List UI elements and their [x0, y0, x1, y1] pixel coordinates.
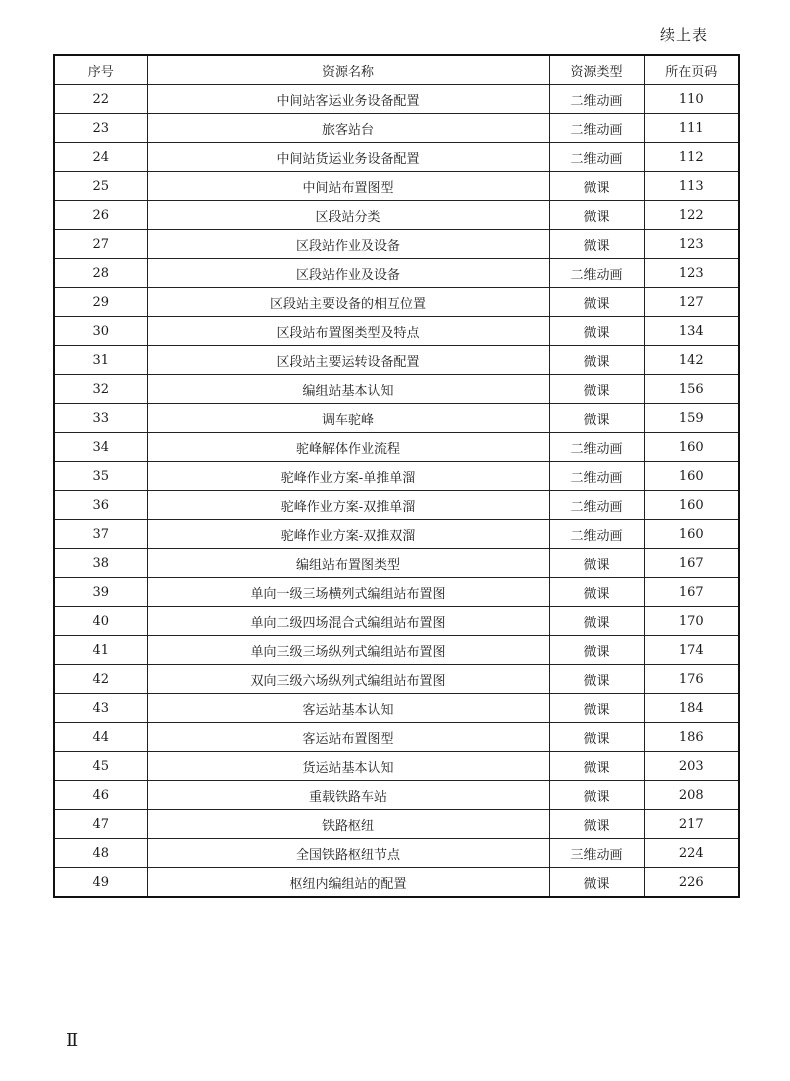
resource-name-cell: 区段站作业及设备: [147, 230, 549, 259]
resource-name-cell: 区段站主要运转设备配置: [147, 346, 549, 375]
row-number-cell: 39: [54, 578, 147, 607]
resource-type-cell: 微课: [549, 317, 644, 346]
resource-type-cell: 微课: [549, 607, 644, 636]
table-row: [54, 375, 739, 404]
row-number-cell: 48: [54, 839, 147, 868]
resource-table: [53, 54, 740, 898]
table-row: [54, 723, 739, 752]
row-number-cell: 31: [54, 346, 147, 375]
resource-name-cell: 区段站主要设备的相互位置: [147, 288, 549, 317]
table-row: [54, 201, 739, 230]
resource-type-cell: 二维动画: [549, 433, 644, 462]
page-number-cell: 160: [644, 433, 739, 462]
table-row: [54, 810, 739, 839]
table-row: [54, 259, 739, 288]
row-number-cell: 38: [54, 549, 147, 578]
table-row: [54, 114, 739, 143]
row-number-cell: 46: [54, 781, 147, 810]
resource-name-cell: 单向一级三场横列式编组站布置图: [147, 578, 549, 607]
table-row: [54, 172, 739, 201]
page-number-cell: 217: [644, 810, 739, 839]
column-header-type: 资源类型: [549, 55, 644, 85]
row-number-cell: 41: [54, 636, 147, 665]
table-row: [54, 665, 739, 694]
table-header-row: [54, 55, 739, 85]
resource-type-cell: 二维动画: [549, 462, 644, 491]
page-number-cell: 160: [644, 491, 739, 520]
resource-name-cell: 枢纽内编组站的配置: [147, 868, 549, 898]
page-number-cell: 110: [644, 85, 739, 114]
row-number-cell: 43: [54, 694, 147, 723]
resource-name-cell: 驼峰作业方案-双推双溜: [147, 520, 549, 549]
page-number-cell: 134: [644, 317, 739, 346]
page-number-cell: 160: [644, 462, 739, 491]
resource-name-cell: 单向三级三场纵列式编组站布置图: [147, 636, 549, 665]
column-header-number: 序号: [54, 55, 147, 85]
resource-name-cell: 调车驼峰: [147, 404, 549, 433]
resource-type-cell: 微课: [549, 810, 644, 839]
resource-name-cell: 重载铁路车站: [147, 781, 549, 810]
row-number-cell: 29: [54, 288, 147, 317]
resource-type-cell: 微课: [549, 723, 644, 752]
page-number-cell: 127: [644, 288, 739, 317]
resource-type-cell: 微课: [549, 549, 644, 578]
page-number: Ⅱ: [66, 1030, 79, 1051]
resource-type-cell: 微课: [549, 201, 644, 230]
resource-type-cell: 微课: [549, 665, 644, 694]
table-row: [54, 781, 739, 810]
page-number-cell: 112: [644, 143, 739, 172]
resource-name-cell: 铁路枢纽: [147, 810, 549, 839]
table-row: [54, 143, 739, 172]
resource-type-cell: 微课: [549, 172, 644, 201]
row-number-cell: 44: [54, 723, 147, 752]
continued-label: 续上表: [659, 26, 708, 44]
page-number-cell: 174: [644, 636, 739, 665]
table-row: [54, 85, 739, 114]
resource-type-cell: 微课: [549, 752, 644, 781]
table-row: [54, 317, 739, 346]
page-number-cell: 159: [644, 404, 739, 433]
row-number-cell: 27: [54, 230, 147, 259]
table-row: [54, 578, 739, 607]
resource-type-cell: 微课: [549, 346, 644, 375]
page-number-cell: 224: [644, 839, 739, 868]
resource-type-cell: 微课: [549, 230, 644, 259]
resource-name-cell: 旅客站台: [147, 114, 549, 143]
row-number-cell: 42: [54, 665, 147, 694]
row-number-cell: 24: [54, 143, 147, 172]
resource-type-cell: 二维动画: [549, 259, 644, 288]
resource-type-cell: 二维动画: [549, 491, 644, 520]
row-number-cell: 25: [54, 172, 147, 201]
page-number-cell: 123: [644, 230, 739, 259]
row-number-cell: 26: [54, 201, 147, 230]
resource-name-cell: 客运站布置图型: [147, 723, 549, 752]
resource-type-cell: 微课: [549, 375, 644, 404]
table-row: [54, 752, 739, 781]
page-number-cell: 111: [644, 114, 739, 143]
resource-name-cell: 中间站客运业务设备配置: [147, 85, 549, 114]
page-number-cell: 203: [644, 752, 739, 781]
row-number-cell: 30: [54, 317, 147, 346]
table-row: [54, 549, 739, 578]
page-number-cell: 142: [644, 346, 739, 375]
page-number-cell: 186: [644, 723, 739, 752]
page-number-cell: 176: [644, 665, 739, 694]
table-row: [54, 346, 739, 375]
resource-name-cell: 货运站基本认知: [147, 752, 549, 781]
row-number-cell: 47: [54, 810, 147, 839]
table-row: [54, 839, 739, 868]
page-number-cell: 167: [644, 549, 739, 578]
row-number-cell: 23: [54, 114, 147, 143]
resource-type-cell: 微课: [549, 288, 644, 317]
row-number-cell: 36: [54, 491, 147, 520]
table-row: [54, 462, 739, 491]
resource-name-cell: 编组站基本认知: [147, 375, 549, 404]
resource-name-cell: 驼峰解体作业流程: [147, 433, 549, 462]
page-number-cell: 123: [644, 259, 739, 288]
table-row: [54, 607, 739, 636]
resource-name-cell: 驼峰作业方案-单推单溜: [147, 462, 549, 491]
table-row: [54, 230, 739, 259]
row-number-cell: 37: [54, 520, 147, 549]
resource-type-cell: 二维动画: [549, 114, 644, 143]
page-number-cell: 160: [644, 520, 739, 549]
row-number-cell: 32: [54, 375, 147, 404]
resource-type-cell: 三维动画: [549, 839, 644, 868]
resource-name-cell: 中间站货运业务设备配置: [147, 143, 549, 172]
page-number-cell: 113: [644, 172, 739, 201]
resource-name-cell: 区段站分类: [147, 201, 549, 230]
row-number-cell: 34: [54, 433, 147, 462]
resource-name-cell: 区段站作业及设备: [147, 259, 549, 288]
table-row: [54, 636, 739, 665]
resource-type-cell: 微课: [549, 694, 644, 723]
resource-name-cell: 编组站布置图类型: [147, 549, 549, 578]
resource-name-cell: 单向二级四场混合式编组站布置图: [147, 607, 549, 636]
page-number-cell: 226: [644, 868, 739, 898]
resource-type-cell: 二维动画: [549, 520, 644, 549]
page-number-cell: 208: [644, 781, 739, 810]
table-row: [54, 491, 739, 520]
resource-type-cell: 微课: [549, 781, 644, 810]
page-number-cell: 122: [644, 201, 739, 230]
resource-type-cell: 微课: [549, 578, 644, 607]
table-row: [54, 694, 739, 723]
row-number-cell: 40: [54, 607, 147, 636]
resource-type-cell: 二维动画: [549, 143, 644, 172]
column-header-name: 资源名称: [147, 55, 549, 85]
resource-name-cell: 区段站布置图类型及特点: [147, 317, 549, 346]
table-row: [54, 868, 739, 898]
column-header-page: 所在页码: [644, 55, 739, 85]
table-body: [54, 85, 739, 898]
table-row: [54, 404, 739, 433]
row-number-cell: 33: [54, 404, 147, 433]
row-number-cell: 49: [54, 868, 147, 898]
table-row: [54, 288, 739, 317]
resource-name-cell: 全国铁路枢纽节点: [147, 839, 549, 868]
resource-name-cell: 客运站基本认知: [147, 694, 549, 723]
table-row: [54, 433, 739, 462]
resource-type-cell: 微课: [549, 868, 644, 898]
page-number-cell: 184: [644, 694, 739, 723]
resource-type-cell: 二维动画: [549, 85, 644, 114]
page-number-cell: 170: [644, 607, 739, 636]
row-number-cell: 35: [54, 462, 147, 491]
page-number-cell: 167: [644, 578, 739, 607]
resource-name-cell: 双向三级六场纵列式编组站布置图: [147, 665, 549, 694]
row-number-cell: 28: [54, 259, 147, 288]
resource-type-cell: 微课: [549, 404, 644, 433]
page-number-cell: 156: [644, 375, 739, 404]
resource-name-cell: 驼峰作业方案-双推单溜: [147, 491, 549, 520]
resource-type-cell: 微课: [549, 636, 644, 665]
table-row: [54, 520, 739, 549]
resource-name-cell: 中间站布置图型: [147, 172, 549, 201]
row-number-cell: 22: [54, 85, 147, 114]
row-number-cell: 45: [54, 752, 147, 781]
